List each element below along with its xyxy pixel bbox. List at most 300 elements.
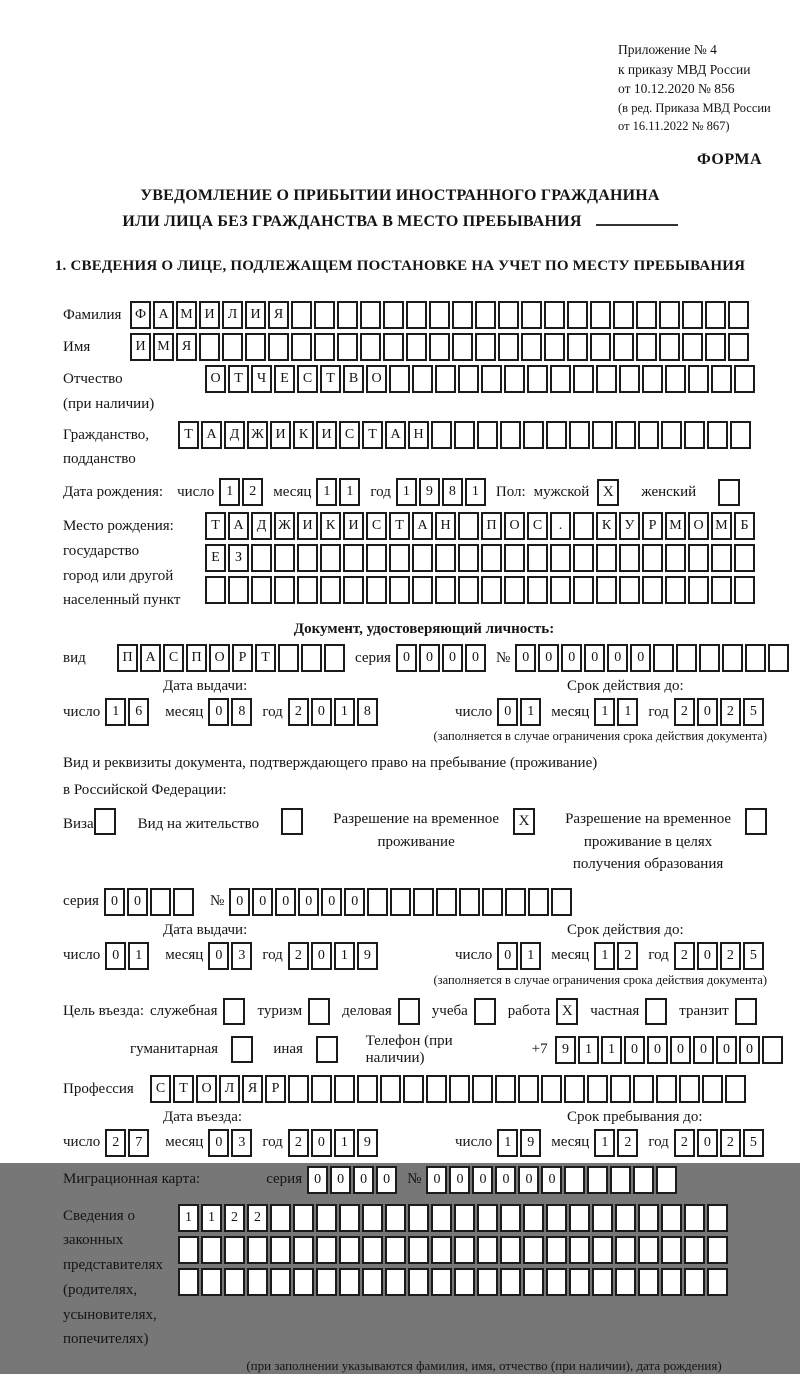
purpose-private-checkbox[interactable]: [645, 998, 667, 1025]
char-box[interactable]: [682, 301, 703, 329]
char-box[interactable]: [527, 544, 548, 572]
char-box[interactable]: 1: [219, 478, 240, 506]
char-box[interactable]: [297, 576, 318, 604]
char-box[interactable]: С: [163, 644, 184, 672]
char-box[interactable]: Е: [274, 365, 295, 393]
char-box[interactable]: [270, 1236, 291, 1264]
char-box[interactable]: [403, 1075, 424, 1103]
char-box[interactable]: К: [320, 512, 341, 540]
char-box[interactable]: [251, 576, 272, 604]
char-box[interactable]: [454, 1236, 475, 1264]
char-box[interactable]: 0: [472, 1166, 493, 1194]
char-box[interactable]: [173, 888, 194, 916]
char-box[interactable]: Д: [224, 421, 245, 449]
char-box[interactable]: [452, 301, 473, 329]
char-box[interactable]: [408, 1204, 429, 1232]
char-box[interactable]: [224, 1236, 245, 1264]
char-box[interactable]: [498, 301, 519, 329]
char-box[interactable]: [661, 1268, 682, 1296]
char-box[interactable]: [454, 421, 475, 449]
char-box[interactable]: 9: [357, 942, 378, 970]
char-box[interactable]: [274, 544, 295, 572]
char-box[interactable]: 2: [288, 1129, 309, 1157]
char-box[interactable]: 9: [419, 478, 440, 506]
char-box[interactable]: [224, 1268, 245, 1296]
char-box[interactable]: 1: [334, 942, 355, 970]
char-box[interactable]: Я: [268, 301, 289, 329]
char-box[interactable]: [426, 1075, 447, 1103]
char-box[interactable]: 0: [518, 1166, 539, 1194]
char-box[interactable]: В: [343, 365, 364, 393]
char-box[interactable]: А: [385, 421, 406, 449]
char-box[interactable]: К: [293, 421, 314, 449]
char-box[interactable]: 0: [419, 644, 440, 672]
char-box[interactable]: П: [186, 644, 207, 672]
char-box[interactable]: М: [176, 301, 197, 329]
char-box[interactable]: [619, 365, 640, 393]
char-box[interactable]: [768, 644, 789, 672]
char-box[interactable]: 1: [201, 1204, 222, 1232]
char-box[interactable]: [362, 1204, 383, 1232]
char-box[interactable]: [592, 1204, 613, 1232]
char-box[interactable]: [734, 544, 755, 572]
char-box[interactable]: [311, 1075, 332, 1103]
char-box[interactable]: [498, 333, 519, 361]
char-box[interactable]: 0: [311, 1129, 332, 1157]
char-box[interactable]: [337, 301, 358, 329]
char-box[interactable]: [150, 888, 171, 916]
char-box[interactable]: [477, 1204, 498, 1232]
char-box[interactable]: П: [117, 644, 138, 672]
char-box[interactable]: [431, 1236, 452, 1264]
char-box[interactable]: [339, 1268, 360, 1296]
char-box[interactable]: [596, 576, 617, 604]
char-box[interactable]: Р: [265, 1075, 286, 1103]
char-box[interactable]: [500, 1268, 521, 1296]
char-box[interactable]: 1: [465, 478, 486, 506]
char-box[interactable]: [291, 333, 312, 361]
char-box[interactable]: [454, 1204, 475, 1232]
char-box[interactable]: [546, 1268, 567, 1296]
purpose-humanitarian-checkbox[interactable]: [231, 1036, 253, 1063]
char-box[interactable]: [610, 1166, 631, 1194]
char-box[interactable]: О: [688, 512, 709, 540]
char-box[interactable]: [339, 1236, 360, 1264]
char-box[interactable]: 0: [208, 1129, 229, 1157]
char-box[interactable]: [228, 576, 249, 604]
char-box[interactable]: [500, 421, 521, 449]
char-box[interactable]: 0: [541, 1166, 562, 1194]
char-box[interactable]: [527, 365, 548, 393]
char-box[interactable]: [337, 333, 358, 361]
char-box[interactable]: [615, 421, 636, 449]
char-box[interactable]: А: [228, 512, 249, 540]
char-box[interactable]: [569, 1204, 590, 1232]
char-box[interactable]: [472, 1075, 493, 1103]
char-box[interactable]: 0: [697, 942, 718, 970]
char-box[interactable]: [475, 301, 496, 329]
char-box[interactable]: Н: [408, 421, 429, 449]
char-box[interactable]: [383, 333, 404, 361]
char-box[interactable]: М: [665, 512, 686, 540]
char-box[interactable]: [653, 644, 674, 672]
char-box[interactable]: [684, 1204, 705, 1232]
char-box[interactable]: 1: [578, 1036, 599, 1064]
temp-residence-checkbox[interactable]: X: [513, 808, 535, 835]
char-box[interactable]: 0: [442, 644, 463, 672]
char-box[interactable]: [590, 301, 611, 329]
char-box[interactable]: [504, 365, 525, 393]
char-box[interactable]: [638, 1204, 659, 1232]
char-box[interactable]: [642, 576, 663, 604]
char-box[interactable]: 5: [743, 698, 764, 726]
char-box[interactable]: [477, 421, 498, 449]
char-box[interactable]: 3: [231, 942, 252, 970]
char-box[interactable]: [251, 544, 272, 572]
purpose-transit-checkbox[interactable]: [735, 998, 757, 1025]
char-box[interactable]: [408, 1268, 429, 1296]
char-box[interactable]: [454, 1268, 475, 1296]
char-box[interactable]: [592, 421, 613, 449]
char-box[interactable]: [316, 1268, 337, 1296]
char-box[interactable]: 2: [720, 942, 741, 970]
char-box[interactable]: [389, 544, 410, 572]
char-box[interactable]: Т: [178, 421, 199, 449]
char-box[interactable]: [633, 1166, 654, 1194]
char-box[interactable]: Я: [242, 1075, 263, 1103]
char-box[interactable]: [613, 301, 634, 329]
char-box[interactable]: [366, 576, 387, 604]
char-box[interactable]: 1: [617, 698, 638, 726]
char-box[interactable]: [385, 1236, 406, 1264]
char-box[interactable]: [481, 544, 502, 572]
char-box[interactable]: У: [619, 512, 640, 540]
char-box[interactable]: [449, 1075, 470, 1103]
char-box[interactable]: [573, 544, 594, 572]
char-box[interactable]: [435, 365, 456, 393]
char-box[interactable]: [615, 1204, 636, 1232]
char-box[interactable]: 0: [607, 644, 628, 672]
char-box[interactable]: [201, 1236, 222, 1264]
char-box[interactable]: 0: [584, 644, 605, 672]
char-box[interactable]: [458, 512, 479, 540]
char-box[interactable]: [730, 421, 751, 449]
char-box[interactable]: [546, 1236, 567, 1264]
char-box[interactable]: [656, 1166, 677, 1194]
char-box[interactable]: [385, 1268, 406, 1296]
char-box[interactable]: [656, 1075, 677, 1103]
char-box[interactable]: 1: [334, 698, 355, 726]
char-box[interactable]: 1: [520, 942, 541, 970]
char-box[interactable]: 0: [497, 942, 518, 970]
char-box[interactable]: 1: [497, 1129, 518, 1157]
char-box[interactable]: 0: [647, 1036, 668, 1064]
char-box[interactable]: [343, 576, 364, 604]
char-box[interactable]: Ж: [247, 421, 268, 449]
char-box[interactable]: [523, 1268, 544, 1296]
char-box[interactable]: [452, 333, 473, 361]
char-box[interactable]: [638, 1236, 659, 1264]
char-box[interactable]: [383, 301, 404, 329]
char-box[interactable]: А: [153, 301, 174, 329]
purpose-study-checkbox[interactable]: [474, 998, 496, 1025]
char-box[interactable]: Р: [232, 644, 253, 672]
char-box[interactable]: 0: [465, 644, 486, 672]
char-box[interactable]: 0: [495, 1166, 516, 1194]
sex-female-checkbox[interactable]: [718, 479, 740, 506]
char-box[interactable]: [521, 301, 542, 329]
char-box[interactable]: С: [366, 512, 387, 540]
char-box[interactable]: И: [297, 512, 318, 540]
char-box[interactable]: [564, 1075, 585, 1103]
char-box[interactable]: [523, 1236, 544, 1264]
char-box[interactable]: [334, 1075, 355, 1103]
char-box[interactable]: 0: [311, 942, 332, 970]
char-box[interactable]: [320, 544, 341, 572]
char-box[interactable]: [661, 1236, 682, 1264]
char-box[interactable]: 2: [674, 1129, 695, 1157]
char-box[interactable]: [366, 544, 387, 572]
char-box[interactable]: [564, 1166, 585, 1194]
char-box[interactable]: [201, 1268, 222, 1296]
char-box[interactable]: 0: [252, 888, 273, 916]
char-box[interactable]: [573, 576, 594, 604]
char-box[interactable]: 2: [617, 1129, 638, 1157]
char-box[interactable]: 0: [344, 888, 365, 916]
char-box[interactable]: 2: [224, 1204, 245, 1232]
char-box[interactable]: [684, 1236, 705, 1264]
char-box[interactable]: Т: [389, 512, 410, 540]
char-box[interactable]: [728, 333, 749, 361]
char-box[interactable]: [412, 544, 433, 572]
char-box[interactable]: 0: [311, 698, 332, 726]
char-box[interactable]: [636, 333, 657, 361]
char-box[interactable]: [362, 1268, 383, 1296]
char-box[interactable]: [278, 644, 299, 672]
char-box[interactable]: 8: [231, 698, 252, 726]
char-box[interactable]: Т: [320, 365, 341, 393]
char-box[interactable]: О: [205, 365, 226, 393]
char-box[interactable]: О: [196, 1075, 217, 1103]
char-box[interactable]: [676, 644, 697, 672]
char-box[interactable]: [389, 365, 410, 393]
char-box[interactable]: [500, 1204, 521, 1232]
char-box[interactable]: [665, 544, 686, 572]
char-box[interactable]: [293, 1268, 314, 1296]
char-box[interactable]: 0: [307, 1166, 328, 1194]
char-box[interactable]: [362, 1236, 383, 1264]
char-box[interactable]: [638, 421, 659, 449]
char-box[interactable]: [357, 1075, 378, 1103]
char-box[interactable]: [412, 365, 433, 393]
char-box[interactable]: И: [130, 333, 151, 361]
char-box[interactable]: [688, 544, 709, 572]
char-box[interactable]: [592, 1236, 613, 1264]
char-box[interactable]: [270, 1204, 291, 1232]
char-box[interactable]: [638, 1268, 659, 1296]
char-box[interactable]: [481, 365, 502, 393]
char-box[interactable]: [431, 421, 452, 449]
char-box[interactable]: [684, 421, 705, 449]
char-box[interactable]: Б: [734, 512, 755, 540]
char-box[interactable]: 0: [670, 1036, 691, 1064]
char-box[interactable]: [544, 333, 565, 361]
char-box[interactable]: [592, 1268, 613, 1296]
char-box[interactable]: [431, 1204, 452, 1232]
char-box[interactable]: 0: [693, 1036, 714, 1064]
char-box[interactable]: [380, 1075, 401, 1103]
char-box[interactable]: [247, 1268, 268, 1296]
char-box[interactable]: Р: [642, 512, 663, 540]
char-box[interactable]: [408, 1236, 429, 1264]
char-box[interactable]: [550, 544, 571, 572]
char-box[interactable]: [435, 576, 456, 604]
char-box[interactable]: Л: [222, 301, 243, 329]
char-box[interactable]: [762, 1036, 783, 1064]
char-box[interactable]: [587, 1166, 608, 1194]
char-box[interactable]: [367, 888, 388, 916]
char-box[interactable]: [550, 365, 571, 393]
char-box[interactable]: 0: [376, 1166, 397, 1194]
char-box[interactable]: [320, 576, 341, 604]
char-box[interactable]: П: [481, 512, 502, 540]
char-box[interactable]: 8: [357, 698, 378, 726]
char-box[interactable]: [596, 544, 617, 572]
char-box[interactable]: [270, 1268, 291, 1296]
char-box[interactable]: [316, 1204, 337, 1232]
char-box[interactable]: 9: [555, 1036, 576, 1064]
char-box[interactable]: [406, 333, 427, 361]
char-box[interactable]: [619, 576, 640, 604]
char-box[interactable]: [573, 512, 594, 540]
char-box[interactable]: 0: [426, 1166, 447, 1194]
char-box[interactable]: .: [550, 512, 571, 540]
char-box[interactable]: [544, 301, 565, 329]
char-box[interactable]: [505, 888, 526, 916]
char-box[interactable]: [301, 644, 322, 672]
char-box[interactable]: 0: [104, 888, 125, 916]
char-box[interactable]: 2: [674, 698, 695, 726]
char-box[interactable]: [636, 301, 657, 329]
purpose-work-checkbox[interactable]: X: [556, 998, 578, 1025]
char-box[interactable]: [550, 576, 571, 604]
char-box[interactable]: [504, 576, 525, 604]
char-box[interactable]: [297, 544, 318, 572]
char-box[interactable]: Т: [255, 644, 276, 672]
char-box[interactable]: [642, 365, 663, 393]
char-box[interactable]: [435, 544, 456, 572]
char-box[interactable]: [567, 333, 588, 361]
char-box[interactable]: Т: [228, 365, 249, 393]
char-box[interactable]: [222, 333, 243, 361]
char-box[interactable]: [728, 301, 749, 329]
purpose-tourism-checkbox[interactable]: [308, 998, 330, 1025]
char-box[interactable]: [702, 1075, 723, 1103]
char-box[interactable]: О: [209, 644, 230, 672]
char-box[interactable]: [596, 365, 617, 393]
char-box[interactable]: [613, 333, 634, 361]
char-box[interactable]: [573, 365, 594, 393]
char-box[interactable]: 1: [594, 698, 615, 726]
char-box[interactable]: 0: [275, 888, 296, 916]
char-box[interactable]: [293, 1236, 314, 1264]
char-box[interactable]: 1: [334, 1129, 355, 1157]
residence-permit-checkbox[interactable]: [281, 808, 303, 835]
char-box[interactable]: [429, 301, 450, 329]
char-box[interactable]: [610, 1075, 631, 1103]
char-box[interactable]: [360, 333, 381, 361]
char-box[interactable]: [665, 365, 686, 393]
char-box[interactable]: 2: [674, 942, 695, 970]
char-box[interactable]: [684, 1268, 705, 1296]
char-box[interactable]: [661, 421, 682, 449]
char-box[interactable]: [528, 888, 549, 916]
char-box[interactable]: Ж: [274, 512, 295, 540]
char-box[interactable]: [339, 1204, 360, 1232]
char-box[interactable]: [725, 1075, 746, 1103]
char-box[interactable]: [436, 888, 457, 916]
char-box[interactable]: 0: [739, 1036, 760, 1064]
char-box[interactable]: 0: [716, 1036, 737, 1064]
char-box[interactable]: [661, 1204, 682, 1232]
char-box[interactable]: 0: [330, 1166, 351, 1194]
char-box[interactable]: 8: [442, 478, 463, 506]
char-box[interactable]: [314, 333, 335, 361]
char-box[interactable]: [389, 576, 410, 604]
purpose-other-checkbox[interactable]: [316, 1036, 338, 1063]
char-box[interactable]: [500, 1236, 521, 1264]
char-box[interactable]: [412, 576, 433, 604]
char-box[interactable]: 5: [743, 1129, 764, 1157]
char-box[interactable]: [707, 1268, 728, 1296]
char-box[interactable]: [178, 1236, 199, 1264]
char-box[interactable]: 0: [353, 1166, 374, 1194]
char-box[interactable]: С: [150, 1075, 171, 1103]
char-box[interactable]: И: [343, 512, 364, 540]
char-box[interactable]: Н: [435, 512, 456, 540]
char-box[interactable]: 1: [594, 942, 615, 970]
char-box[interactable]: [293, 1204, 314, 1232]
char-box[interactable]: [458, 576, 479, 604]
char-box[interactable]: 1: [316, 478, 337, 506]
char-box[interactable]: [546, 1204, 567, 1232]
char-box[interactable]: 0: [105, 942, 126, 970]
char-box[interactable]: [734, 365, 755, 393]
char-box[interactable]: [688, 365, 709, 393]
char-box[interactable]: Ф: [130, 301, 151, 329]
char-box[interactable]: З: [228, 544, 249, 572]
sex-male-checkbox[interactable]: X: [597, 479, 619, 506]
char-box[interactable]: К: [596, 512, 617, 540]
char-box[interactable]: [688, 576, 709, 604]
visa-checkbox[interactable]: [94, 808, 116, 835]
char-box[interactable]: [587, 1075, 608, 1103]
char-box[interactable]: [324, 644, 345, 672]
char-box[interactable]: [567, 301, 588, 329]
char-box[interactable]: [569, 1236, 590, 1264]
char-box[interactable]: [745, 644, 766, 672]
char-box[interactable]: 0: [697, 1129, 718, 1157]
char-box[interactable]: Т: [205, 512, 226, 540]
char-box[interactable]: 0: [697, 698, 718, 726]
char-box[interactable]: И: [316, 421, 337, 449]
char-box[interactable]: 2: [242, 478, 263, 506]
char-box[interactable]: [429, 333, 450, 361]
char-box[interactable]: [247, 1236, 268, 1264]
char-box[interactable]: И: [245, 301, 266, 329]
char-box[interactable]: [707, 1236, 728, 1264]
char-box[interactable]: [316, 1236, 337, 1264]
